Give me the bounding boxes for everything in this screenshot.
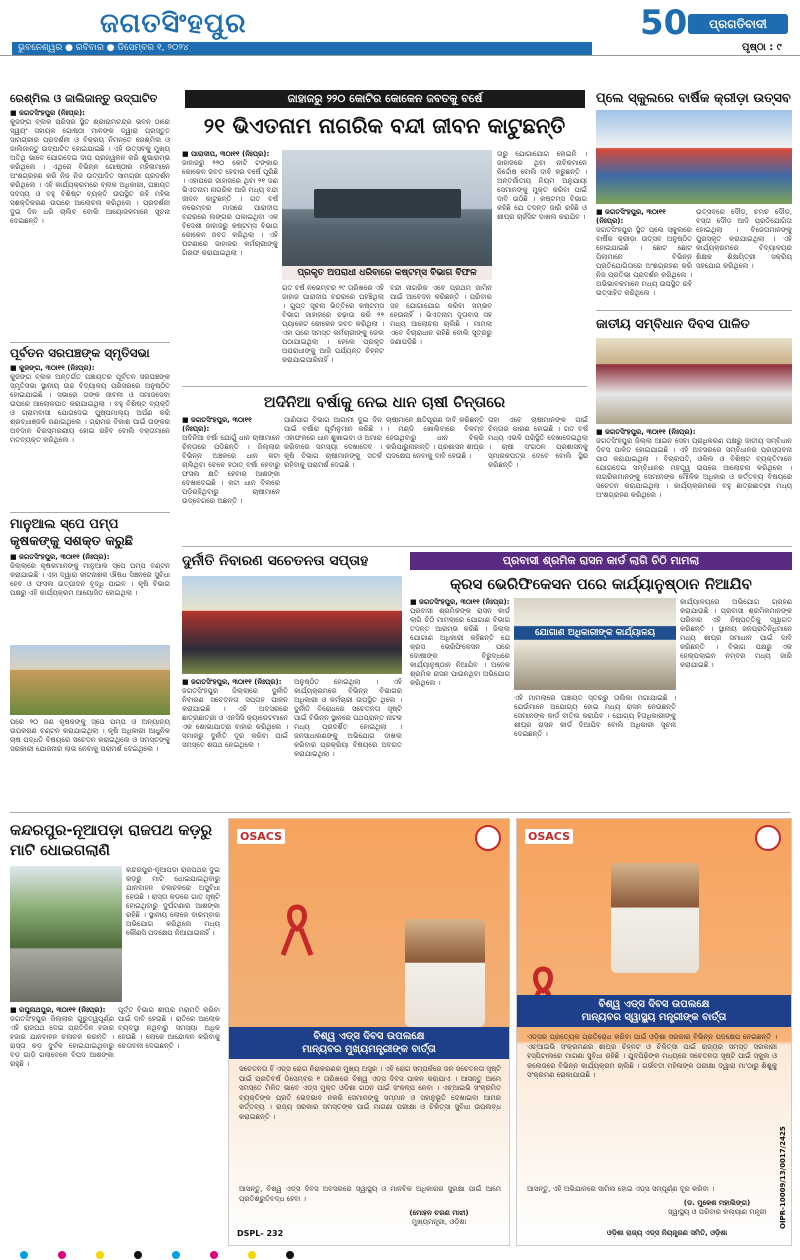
magenta-mark	[210, 1251, 218, 1259]
body-text: କୁଜଙ୍ଗ ବ୍ଲକ ପରିସର ସ୍ଥିତ ଶ୍ରୀରାମଚନ୍ଦ୍ର ଭବନ ଠାରେ ସ୍ୱୟଂ ସହାୟକ ଗୋଷ୍ଠୀ ମାନଙ୍କ ଦ୍ୱାରା ପ୍ରସ୍ତୁତ ସାମଗ୍ରୀର ପ୍ରଦର୍ଶନୀ ଓ ବିକ୍ରୟ ନିମନ୍ତେ ରେଶ୍ମିଲ ଓ ଜାଲିଜାନ୍ତୁ ଉଦ୍‌ଘାଟିତ ହୋଇଯାଇଛି । ଏହି ଉତ୍ସବକୁ ମୁଖ୍ୟ ଅତିଥି ଭାବେ ଯୋଗଦେଇ ଦୀପ ପ୍ରଜ୍ୱଳନ କରି ଶୁଭାରମ୍ଭ କରିଥିଲେ । ଏଥିରେ ବିଭିନ୍ନ ଗୋଷ୍ଠୀର ମହିଳାମାନେ ଅଂଶଗ୍ରହଣ କରି ନିଜ ନିଜ ଉତ୍ପାଦିତ ସାମଗ୍ରୀ ପ୍ରଦର୍ଶନ କରିଥିଲେ । ଏହି କାର୍ଯ୍ୟକ୍ରମରେ ବ୍ଲକ ଅଧିକାରୀ, ପଞ୍ଚାୟତ ସଦସ୍ୟ ଓ ବହୁ ବିଶିଷ୍ଟ ବ୍ୟକ୍ତି ଉପସ୍ଥିତ ରହି ମହିଳା ସଶକ୍ତିକରଣ ଉପରେ ଆଲୋଚନା କରିଥିଲେ । ପ୍ରଦର୍ଶନୀ ଦୁଇ ଦିନ ଧରି ଚାଲିବ ବୋଲି ଆୟୋଜକମାନେ ସୂଚନା ଦେଇଛନ୍ତି ।	[10, 118, 170, 225]
top-story-col-2: ଗତ ବର୍ଷ ନଭେମ୍ବର ୨୯ ତାରିଖରେ ଏହି ଜାହାଜ ପାରାଦୀପ ବନ୍ଦରରେ ପହଞ୍ଚିଥିଲା । ଗୁପ୍ତ ସୂଚନା ଭିତ୍ତିରେ କଷ୍ଟମ୍ସ ବିଭାଗ ଜାହାଜରେ ଚଢ଼ାଉ କରି ୨୨ ପ୍ୟାକେଟ କୋକେନ ଜବତ କରିଥିଲା । ଏହା ପରେ ସମସ୍ତ କର୍ମଚାରୀଙ୍କୁ ଜେଲ ପଠାଯାଇଥିଲା । ହେଲେ ପ୍ରକୃତ ଅପରାଧୀଙ୍କୁ ଆଜି ପର୍ଯ୍ୟନ୍ତ ଚିହ୍ନଟ କରାଯାଇପାରିନାହିଁ ।	[282, 284, 384, 364]
road-headline: କନ୍ଦରପୁର-ନୂଆପଡ଼ା ରାଜପଥ କଡ଼ରୁ ମାଟି ଧୋଇଗଲାଣି	[10, 821, 212, 859]
farmer-col-2: ପାଣିପାଗ ବିଭାଗ ଆଗାମୀ ଦୁଇ ଦିନ ପାଇଁ ବର୍ଷାର ପୂର୍ବାନୁମାନ କରିଛି । ଏହାଫଳରେ ଧାନ ଶୁଖାଇବା ଓ ଅମାର କରିବାରେ ସମସ୍ୟା ଦେଖାଦେବ । କୃଷି ବିଭାଗ ଚାଷୀମାନଙ୍କୁ ସତର୍କ ରହିବାକୁ ପରାମର୍ଶ ଦେଇଛି ।	[284, 416, 382, 469]
top-story-col-1	[182, 150, 278, 382]
cyan-mark	[172, 1251, 180, 1259]
osacs-logo: OSACS	[525, 829, 573, 844]
masthead	[0, 0, 800, 56]
body-text: ପ୍ରବାସୀ ଶ୍ରମିକଙ୍କ ରାସନ କାର୍ଡ ଲାଗି ଚିଠି ମାମଲାରେ ଯୋଗାଣ ବିଭାଗ ତଦନ୍ତ ଆରମ୍ଭ କରିଛି । ଜିଲ୍ଲା ଯୋଗାଣ ଅଧିକାରୀ କହିଛନ୍ତି ଯେ କ୍ରସ ଭେରିଫିକେସନ ପରେ ଦୋଷୀଙ୍କ ବିରୁଦ୍ଧରେ କାର୍ଯ୍ୟାନୁଷ୍ଠାନ ନିଆଯିବ । ଅନେକ ଶ୍ରମିକ ରାସନ ପାଉନଥିବା ଅଭିଯୋଗ କରିଥିଲେ ।	[410, 607, 510, 687]
red-ribbon-icon	[279, 903, 315, 957]
dateline: ■ ଜଗତସିଂହପୁର, ୩୦ା୧୧ (ନିଃପ୍ର):	[182, 678, 282, 686]
divider	[182, 546, 792, 547]
road-col-1	[10, 1006, 114, 1246]
body-text: ଜଗତସିଂହପୁର ଜିଲ୍ଲାରେ ଦୁର୍ନୀତି ନିବାରଣ ସଚେତନତା ସପ୍ତାହ ପାଳନ କରାଯାଇଛି । ଏହି ଅବସରରେ ଛାତ୍ରଛାତ୍ରୀ ଓ ଏନସିସି କ୍ୟାଡେଟମାନେ ଏକ ଶୋଭାଯାତ୍ରା ବାହାର କରିଥିଲେ । ସମାଜରୁ ଦୁର୍ନୀତି ଦୂର କରିବା ପାଇଁ ସମସ୍ତେ ଶପଥ ନେଇଥିଲେ ।	[182, 687, 288, 749]
cm-aids-day-ad	[228, 818, 510, 1246]
dateline: ■ ଜଗତସିଂହପୁର, ୩୦ା୧୧ (ନିଃପ୍ର):	[596, 208, 666, 225]
farmer-col-3: ଚାଷୀମାନେ କ୍ଷତିପୂରଣ ଦାବି କରିଛନ୍ତି । ମଣ୍ଡି ଖୋଲିବାରେ ବିଳମ୍ବ ହେଉଥିବାରୁ ଧାନ ବିକ୍ରି କରିପାରୁନାହାନ୍ତି । ପ୍ରଶାସନ ଶୀଘ୍ର ପଦକ୍ଷେପ ନେବାକୁ ଦାବି ହେଉଛି ।	[386, 416, 484, 460]
supply-office-photo	[514, 598, 676, 690]
signatory	[379, 1209, 499, 1227]
right-story-2-body	[596, 428, 792, 540]
road-photo	[10, 866, 122, 1002]
divider	[596, 310, 792, 311]
top-story-col-4: ତାରୁ ଯୋଗାଯୋଗ ହୋଇନି । ଜାହାଜରେ ଥିବା ନାବିକମାନେ ନିର୍ଦ୍ଦୋଷ ବୋଲି ଦାବି କରୁଛନ୍ତି । ଅନ୍ତର୍ଜାତୀୟ ନିୟମ ଅନୁଯାୟୀ ସେମାନଙ୍କୁ ମୁକ୍ତ କରିବା ପାଇଁ ଦାବି ଉଠିଛି । କଷ୍ଟମ୍ସ ବିଭାଗ କହିଛି ଯେ ତଦନ୍ତ ଜାରି ରହିଛି ଓ ଶୀଘ୍ର ଚାର୍ଜସିଟ ଦାଖଲ କରାଯିବ ।	[497, 150, 587, 221]
osacs-logo: OSACS	[237, 829, 285, 844]
right-story-1-col-1	[596, 208, 692, 306]
dateline: ■ ଜଗତସିଂହପୁର, ୩୦ା୧୧ (ନିଃପ୍ର):	[410, 598, 510, 606]
farmer-headline: ଅଦିନିଆ ବର୍ଷାକୁ ନେଇ ଧାନ ଚାଷୀ ଚିନ୍ତାରେ	[263, 393, 506, 411]
ship-photo	[282, 150, 492, 280]
photo-caption: ପ୍ରକୃତ ଅପରାଧୀ ଧରିବାରେ କଷ୍ଟମ୍ସ ବିଭାଗ ବିଫଳ	[282, 266, 492, 280]
farm-photo	[10, 645, 170, 715]
body-text: ଜଗତସିଂହପୁର ସ୍ଥିତ ପ୍ଲେ ସ୍କୁଲରେ ବାର୍ଷିକ କ୍ରୀଡ଼ା ଉତ୍ସବ ଅନୁଷ୍ଠିତ ହୋଇଯାଇଛି । ଛୋଟ ଛୋଟ ପିଲାମାନେ ବିଭିନ୍ନ ପ୍ରତିଯୋଗିତାରେ ଅଂଶଗ୍ରହଣ କରି ନିଜ ପ୍ରତିଭା ପ୍ରଦର୍ଶନ କରିଥିଲେ । ଅଭିଭାବକମାନେ ମଧ୍ୟ ଉପସ୍ଥିତ ରହି ଉତ୍ସାହିତ କରିଥିଲେ ।	[596, 226, 692, 297]
newspaper-logo: ପ୍ରଗତିବାଦୀ	[688, 14, 788, 34]
vigilance-col-2: ଅନୁଷ୍ଠିତ ହୋଇଥିଲା । ଏହି କାର୍ଯ୍ୟକ୍ରମରେ ବିଭିନ୍ନ ବିଭାଗର ଅଧିକାରୀ ଓ କର୍ମଚାରୀ ଉପସ୍ଥିତ ଥିଲେ । ଦୁର୍ନୀତି ବିରୋଧରେ ସଚେତନତା ସୃଷ୍ଟି ପାଇଁ ବିଭିନ୍ନ ସ୍ଥାନରେ ପଥପ୍ରାନ୍ତ ନାଟକ ମଧ୍ୟ ପ୍ରଦର୍ଶିତ ହୋଇଥିଲା । ଜନସାଧାରଣଙ୍କୁ ଅଭିଯୋଗ ଦାଖଲ କରିବାର ପ୍ରକ୍ରିୟା ବିଷୟରେ ଅବଗତ କରାଯାଇଥିଲା ।	[294, 678, 402, 758]
yellow-mark	[248, 1251, 256, 1259]
section-title: ଜଗତସିଂହପୁର	[100, 8, 247, 39]
ad-body: ସଚେତନତା ହିଁ ଏଡ୍‌ସ ରୋଗ ନିରାକରଣର ମୁଖ୍ୟ ଅସ୍ତ୍ର । ଏହି ରୋଗ ସମ୍ପର୍କରେ ଜନ ସଚେତନତା ସୃଷ୍ଟି ପାଇଁ ପ୍ରତିବର୍ଷ ଡିସେମ୍ବର ୧ ତାରିଖରେ ବିଶ୍ୱ ଏଡ୍‌ସ ଦିବସ ପାଳନ କରାଯାଏ । ଆସନ୍ତୁ ଆମେ ସମସ୍ତେ ମିଳିତ ଭାବେ ଏଡ୍‌ସ ମୁକ୍ତ ଓଡ଼ିଶା ଗଠନ ପାଇଁ ସଂକଳ୍ପ ନେବା । ଏଚ୍‌ଆଇଭି ସଂକ୍ରମିତ ବ୍ୟକ୍ତିଙ୍କ ପ୍ରତି ଭେଦଭାବ ନକରି ସେମାନଙ୍କୁ ସମ୍ମାନ ଓ ସହାନୁଭୂତି ଦେଖାଇବା ଆମର କର୍ତ୍ତବ୍ୟ । ରାଜ୍ୟ ସରକାର ସମସ୍ତଙ୍କ ପାଇଁ ମାଗଣା ପରୀକ୍ଷା ଓ ଚିକିତ୍ସା ସୁବିଧା ଉପଲବ୍ଧ କରାଇଛନ୍ତି ।	[239, 1065, 501, 1121]
farmer-col-1	[182, 416, 280, 540]
road-side-text: କନ୍ଦରପୁର-ନୂଆପଡ଼ା ରାଜପଥର ଦୁଇ କଡ଼ରୁ ମାଟି ଧୋଇଯାଇଥିବାରୁ ଯାନବାହନ ଚଳାଚଳରେ ଅସୁବିଧା ହେଉଛି । ରାସ୍ତା କଡ଼ରେ ଗାତ ସୃଷ୍ଟି ହୋଇଥିବାରୁ ଦୁର୍ଘଟଣାର ଆଶଙ୍କା ରହିଛି । ସ୍ଥାନୀୟ ଲୋକେ ବାରମ୍ବାର ଅଭିଯୋଗ କରିଥିଲେ ମଧ୍ୟ କୌଣସି ପଦକ୍ଷେପ ନିଆଯାଇନାହିଁ ।	[126, 866, 220, 937]
signatory	[657, 1199, 777, 1217]
dateline: ■ ଜଗତସିଂହପୁର, ୩୦ା୧୧ (ନିଃପ୍ର):	[182, 416, 252, 433]
top-story-col-3: ବନ୍ଦୀ ନାଗରିକ ଏବେ ପ୍ରଥମ ଜାମିନ ପାଇଁ ଆବେଦନ କରିଛନ୍ତି । ପରିବାର ସହ ଯୋଗାଯୋଗ କରିବା ସମ୍ଭବ ହେଉନାହିଁ । ଭିଏତନାମ ଦୂତାବାସ ସହ ମଧ୍ୟ ଆଲୋଚନା ଚାଲିଛି । ମାମଲା ଏବେ ବିଚାରାଧୀନ ରହିଛି ବୋଲି ସୂତ୍ରରୁ ଜଣାପଡ଼ିଛି ।	[390, 284, 492, 346]
left-story-3	[10, 516, 170, 806]
dateline: ■ କୁଜଙ୍ଗ, ୩୦ା୧୧ (ନିଃପ୍ର):	[10, 364, 95, 372]
dateline: ■ ରଘୁନାଥପୁର, ୩୦ା୧୧ (ନିଃପ୍ର):	[10, 1006, 106, 1014]
body-text: କୁଜଙ୍ଗ ବ୍ଲକ ଅନ୍ତର୍ଗତ ପଞ୍ଚାୟତର ପୂର୍ବତନ ସରପଞ୍ଚଙ୍କ ସ୍ମୃତିସଭା ସ୍ଥାନୀୟ ଉଚ୍ଚ ବିଦ୍ୟାଳୟ ପରିସରରେ ଅନୁଷ୍ଠିତ ହୋଇଯାଇଛି । ସଭାରେ ତାଙ୍କ ଜୀବନୀ ଓ ସମାଜସେବା ଉପରେ ଆଲୋକପାତ କରାଯାଇଥିଲା । ବହୁ ବିଶିଷ୍ଟ ବ୍ୟକ୍ତି ଓ ଗ୍ରାମବାସୀ ଯୋଗଦେଇ ପୁଷ୍ପମାଲ୍ୟ ଅର୍ପଣ କରି ଶ୍ରଦ୍ଧାଞ୍ଜଳି ଜଣାଇଥିଲେ । ଗ୍ରାମର ବିକାଶ ପାଇଁ ତାଙ୍କର ଅବଦାନ ଚିରସ୍ମରଣୀୟ ହୋଇ ରହିବ ବୋଲି ବକ୍ତାମାନେ ମତବ୍ୟକ୍ତ କରିଥିଲେ ।	[10, 373, 170, 444]
odisha-emblem-icon	[755, 825, 781, 851]
ad-code: DSPL- 232	[237, 1229, 284, 1238]
signatory-title: ମୁଖ୍ୟମନ୍ତ୍ରୀ, ଓଡ଼ିଶା	[411, 1218, 467, 1226]
body-text: ଜଗତସିଂହପୁର ଜିଲ୍ଲାର ଗୁରୁତ୍ୱପୂର୍ଣ୍ଣ ଏହି ରାଜପଥ ଦେଇ ପ୍ରତିଦିନ ହଜାର ହଜାର ଯାନବାହନ ଚଳାଚଳ କରନ୍ତି । ରାସ୍ତା କଡ଼ ଦୁର୍ବଳ ହୋଇଯାଇଥିବାରୁ ବଡ଼ ଗାଡ଼ି ଗଲାବେଳେ ବିପଦ ଆଶଙ୍କା ରହୁଛି ।	[10, 1015, 114, 1068]
dateline: ■ ଜଗତସିଂହପୁର (ନିଃପ୍ର):	[10, 109, 85, 117]
top-story-kicker: ଜାହାଜରୁ ୨୨୦ କୋଟିର କୋକେନ ଜବତକୁ ବର୍ଷେ	[185, 90, 585, 108]
health-minister-aids-day-ad	[516, 818, 792, 1246]
dateline: ■ ଜଗତସିଂହପୁର, ୩୦ା୧୧ (ନିଃପ୍ର):	[10, 553, 110, 561]
ration-col-2: ଏହି ମାମଲାରେ ପଞ୍ଚାୟତ ସ୍ତରରୁ ତାଲିକା ମଗାଯାଇଛି । ଯେଉଁମାନେ ଅଯୋଗ୍ୟ ହୋଇ ମଧ୍ୟ ରାସନ ନେଉଛନ୍ତି ସେମାନଙ୍କ କାର୍ଡ ବାତିଲ କରାଯିବ । ଯୋଗ୍ୟ ହିତାଧିକାରୀଙ୍କୁ ଶୀଘ୍ର ରାସନ କାର୍ଡ ଦିଆଯିବ ବୋଲି ଅଧିକାରୀ ସୂଚନା ଦେଇଛନ୍ତି ।	[514, 694, 676, 738]
ad-footer: ଓଡ଼ିଶା ରାଜ୍ୟ ଏଡ୍‌ସ ନିୟନ୍ତ୍ରଣ ସମିତି, ଓଡ଼ିଶା	[606, 1229, 728, 1237]
right-story-1-headline: ପ୍ଲେ ସ୍କୁଲରେ ବାର୍ଷିକ କ୍ରୀଡ଼ା ଉତ୍ସବ	[596, 91, 791, 106]
chief-minister-portrait	[405, 919, 485, 1027]
page-number: ପୃଷ୍ଠା : ୯	[742, 42, 782, 53]
anniversary-logo: 50	[640, 3, 688, 43]
left-story-2	[10, 346, 170, 510]
divider	[182, 386, 587, 387]
black-mark	[134, 1251, 142, 1259]
dateline: ■ ଜଗତସିଂହପୁର, ୩୦ା୧୧ (ନିଃପ୍ର):	[596, 428, 696, 436]
divider	[10, 512, 170, 513]
headline: ରେଶ୍ମିଲ ଓ ଜାଲିଜାନ୍ତୁ ଉଦ୍‌ଘାଟିତ	[10, 92, 158, 105]
farmer-col-4: ତାହା ଏବେ ଚାଷୀମାନଙ୍କ ପାଇଁ ଚିନ୍ତାର କାରଣ ହୋଇଛି । ଗତ ବର୍ଷ ମଧ୍ୟ ଏଭଳି ପରିସ୍ଥିତି ଦେଖାଦେଇଥିଲା । ଚାଷୀ ସଂଗଠନ ପ୍ରଶାସନକୁ ସ୍ମାରକପତ୍ର ଦେବେ ବୋଲି ସ୍ଥିର କରିଛନ୍ତି ।	[488, 416, 588, 469]
divider	[10, 812, 790, 813]
body-text: ଜଗତସିଂହପୁର ଜିଲ୍ଲା ଆଇନ ସେବା ପ୍ରାଧିକରଣ ପକ୍ଷରୁ ଜାତୀୟ ସମ୍ବିଧାନ ଦିବସ ପାଳିତ ହୋଇଯାଇଛି । ଏହି ଅବସରରେ ସମ୍ବିଧାନର ପ୍ରସ୍ତାବନା ପାଠ କରାଯାଇଥିଲା । ବିଚାରପତି, ଓକିଲ ଓ ବିଶିଷ୍ଟ ବ୍ୟକ୍ତିମାନେ ଯୋଗଦେଇ ସମ୍ବିଧାନର ମହତ୍ତ୍ୱ ଉପରେ ଆଲୋଚନା କରିଥିଲେ । ନାଗରିକମାନଙ୍କୁ ସେମାନଙ୍କ ମୌଳିକ ଅଧିକାର ଓ କର୍ତ୍ତବ୍ୟ ବିଷୟରେ ସଚେତନ କରାଯାଇଥିଲା । କାର୍ଯ୍ୟକ୍ରମରେ ବହୁ ଛାତ୍ରଛାତ୍ରୀ ମଧ୍ୟ ଅଂଶଗ୍ରହଣ କରିଥିଲେ ।	[596, 437, 792, 499]
ad-code: OIPR-10009/13/0017/2425	[779, 1126, 787, 1229]
office-sign: ଯୋଗାଣ ଅଧିକାରୀଙ୍କ କାର୍ଯ୍ୟାଳୟ	[534, 628, 656, 638]
ad-body-2: ଆସନ୍ତୁ, ଏହି ଅଭିଯାନରେ ସାମିଲ ହୋଇ ଏଡ୍‌ସ ସମ୍ପୂର୍ଣ୍ଣ ଦୂର କରିବା ।	[527, 1185, 715, 1193]
right-story-2-headline: ଜାତୀୟ ସମ୍ବିଧାନ ଦିବସ ପାଳିତ	[596, 317, 750, 332]
dateline: ■ ପାରାଦୀପ, ୩୦ା୧୧ (ନିଃପ୍ର):	[182, 150, 270, 158]
magenta-mark	[58, 1251, 66, 1259]
ration-headline: କ୍ରସ ଭେରିଫିକେସନ ପରେ କାର୍ଯ୍ୟାନୁଷ୍ଠାନ ନିଆଯିବ	[450, 575, 752, 593]
ration-col-1	[410, 598, 510, 808]
constitution-day-photo	[596, 338, 792, 424]
date-line: ଭୁବନେଶ୍ୱର ● ରବିବାର ● ଡିସେମ୍ବର ୧, ୨୦୨୪	[12, 42, 592, 55]
headline: ମାନୁଆଲ ସ୍ପେ ପମ୍ପ କୃଷକଙ୍କୁ ସଶକ୍ତ କରୁଛି	[10, 517, 133, 549]
cyan-mark	[20, 1251, 28, 1259]
ration-col-3: କାର୍ଯ୍ୟାଳୟରେ ଅଭିଯୋଗ ଗ୍ରହଣ କରାଯାଉଛି । ପ୍ରବାସୀ ଶ୍ରମିକମାନଙ୍କ ପରିବାର ଏହି ନିଷ୍ପତ୍ତିକୁ ସ୍ୱାଗତ କରିଛନ୍ତି । ସ୍ଥାନୀୟ ଜନପ୍ରତିନିଧିମାନେ ମଧ୍ୟ ଶୀଘ୍ର ସମାଧାନ ପାଇଁ ଦାବି କରିଛନ୍ତି । ବିଭାଗ ପକ୍ଷରୁ ଏକ ହେଲ୍ପଲାଇନ ନମ୍ବର ମଧ୍ୟ ଜାରି କରାଯାଇଛି ।	[680, 598, 792, 669]
health-minister-portrait	[611, 863, 699, 973]
body-text: ଜିଲ୍ଲାରେ କୃଷକମାନଙ୍କୁ ମାନୁଆଲ ସ୍ପେ ପମ୍ପ ବଣ୍ଟନ କରାଯାଇଛି । ଏହା ଦ୍ୱାରା କୀଟନାଶକ ଔଷଧ ସିଞ୍ଚନରେ ସୁବିଧା ହେବ ଓ ଫସଲ ଉତ୍ପାଦନ ବୃଦ୍ଧି ପାଇବ । କୃଷି ବିଭାଗ ପକ୍ଷରୁ ଏହି କାର୍ଯ୍ୟକ୍ରମ ଆୟୋଜିତ ହୋଇଥିଲା ।	[10, 562, 170, 597]
signatory-title: ସ୍ୱାସ୍ଥ୍ୟ ଓ ପରିବାର କଲ୍ୟାଣ ମନ୍ତ୍ରୀ	[667, 1208, 767, 1216]
ad-body-2: ଆସନ୍ତୁ, ବିଶ୍ୱ ଏଡ୍‌ସ ଦିବସ ଅବସରରେ ସ୍ୱାସ୍ଥ୍ୟ ଓ ମାନବିକ ଅଧିକାରର ସୁରକ୍ଷା ପାଇଁ ଆମେ ପ୍ରତିଶ୍ରୁତିବଦ୍ଧ ହେବା ।	[239, 1185, 501, 1203]
ad-message-band	[517, 995, 791, 1027]
body-text: ଅଦିନିଆ ବର୍ଷା ଯୋଗୁଁ ଧାନ ଚାଷୀମାନେ ଚିନ୍ତାରେ ପଡ଼ିଛନ୍ତି । ଜିଲ୍ଲାର ବିଭିନ୍ନ ଅଞ୍ଚଳରେ ଧାନ କଟା ଚାଲିଥିବା ବେଳେ ହଠାତ୍ ବର୍ଷା ହେବାରୁ ଫସଲ କ୍ଷତି ହେବାର ଆଶଙ୍କା ଦେଖାଦେଇଛି । କଟା ଧାନ ବିଲରେ ପଡ଼ିରହିଥିବାରୁ ଚାଷୀମାନେ ଉଦ୍‌ବେଗରେ ଅଛନ୍ତି ।	[182, 434, 280, 505]
odisha-emblem-icon	[475, 825, 501, 851]
ad-body: ଏଡ୍‌ସର ପ୍ରତ୍ୟେକ ପ୍ରତିରୋଧ କରିବା ପାଇଁ ଓଡ଼ିଶା ସରକାର ବିଭିନ୍ନ ପଦକ୍ଷେପ ନେଇଛନ୍ତି । ଏଚ୍‌ଆଇଭି ସଂକ୍ରମଣର ଶୀଘ୍ର ଚିହ୍ନଟ ଓ ଚିକିତ୍ସା ପାଇଁ ରାଜ୍ୟର ସମସ୍ତ ସରକାରୀ ହସ୍ପିଟାଲରେ ମାଗଣା ସୁବିଧା ରହିଛି । ଯୁବପିଢ଼ିଙ୍କ ମଧ୍ୟରେ ସଚେତନତା ସୃଷ୍ଟି ପାଇଁ ସ୍କୁଲ ଓ କଲେଜରେ ବିଭିନ୍ନ କାର୍ଯ୍ୟକ୍ରମ ଚାଲିଛି । ଗର୍ଭବତୀ ମହିଳାଙ୍କ ପରୀକ୍ଷା ଦ୍ୱାରା ମା'ଠାରୁ ଶିଶୁକୁ ସଂକ୍ରମଣ ରୋକାଯାଉଛି ।	[527, 1033, 777, 1079]
road-col-2: ପୂର୍ତ୍ତ ବିଭାଗ ଶୀଘ୍ର ମରାମତି କରିବା ପାଇଁ ଦାବି ହେଉଛି । ରାତିରେ ଆଲୋକ ବ୍ୟବସ୍ଥା ନଥିବାରୁ ସମସ୍ୟା ଅଧିକ ହେଉଛି । ଲୋକେ ଆନ୍ଦୋଳନ କରିବାକୁ ଚେତାବନୀ ଦେଇଛନ୍ତି ।	[118, 1006, 220, 1050]
rally-photo	[182, 576, 402, 674]
right-story-1-col-2: ଉତ୍ସବରେ ଦୌଡ଼, ଚମଚ ଦୌଡ଼, ବସ୍ତା ଦୌଡ଼ ଆଦି ପ୍ରତିଯୋଗିତା ହୋଇଥିଲା । ବିଜେତାମାନଙ୍କୁ ପୁରସ୍କୃତ କରାଯାଇଥିଲା । ଏହି କାର୍ଯ୍ୟକ୍ରମରେ ବିଦ୍ୟାଳୟର ଶିକ୍ଷକ ଶିକ୍ଷୟିତ୍ରୀ ସକ୍ରିୟ ସହଯୋଗ କରିଥିଲେ ।	[696, 208, 792, 270]
signatory-name: (ଡ. ମୁକେଶ ମହାଲିଙ୍ଗ)	[683, 1199, 751, 1207]
body-text: ଜାହାଜରୁ ୨୨୦ କୋଟି ଟଙ୍କାର କୋକେନ ଜବତ ହେବାର ବର୍ଷେ ପୂରିଛି । ଏହାପରେ ଜାହାଜରେ ଥିବା ୨୧ ଜଣ ଭିଏତନାମ ନାଗରିକ ଆଜି ମଧ୍ୟ ବନ୍ଦୀ ଜୀବନ କାଟୁଛନ୍ତି । ଗତ ବର୍ଷ ନଭେମ୍ବର ମାସରେ ପାରାଦୀପ ବନ୍ଦରରେ ଲଙ୍ଗର ପକାଇଥିବା ଏକ ବିଦେଶୀ ଜାହାଜରୁ କଷ୍ଟମ୍ସ ବିଭାଗ କୋକେନ ଜବତ କରିଥିଲା । ଏହି ଘଟଣାରେ ଜାହାଜର କର୍ମଚାରୀଙ୍କୁ ଗିରଫ କରାଯାଇଥିଲା ।	[182, 159, 278, 257]
print-registration-marks	[0, 1250, 800, 1260]
divider	[10, 342, 170, 343]
band-text: ବିଶ୍ୱ ଏଡ୍‌ସ ଦିବସ ଉପଲକ୍ଷେ ମାନ୍ୟବର ସ୍ୱାସ୍ଥ୍ୟ ମନ୍ତ୍ରୀଙ୍କ ବାର୍ତ୍ତା	[581, 999, 727, 1023]
headline: ପୂର୍ବତନ ସରପଞ୍ଚଙ୍କ ସ୍ମୃତିସଭା	[10, 346, 150, 360]
sports-photo	[596, 110, 792, 204]
left-story-1	[10, 92, 170, 340]
band-text: ବିଶ୍ୱ ଏଡ୍‌ସ ଦିବସ ଉପଲକ୍ଷେ ମାନ୍ୟବର ମୁଖ୍ୟମନ୍ତ୍ରୀଙ୍କ ବାର୍ତ୍ତା	[302, 1031, 436, 1055]
top-story-headline: ୨୧ ଭିଏତନାମ ନାଗରିକ ବନ୍ଦୀ ଜୀବନ କାଟୁଛନ୍ତି	[203, 114, 566, 138]
ad-message-band	[229, 1027, 509, 1059]
vigilance-headline: ଦୁର୍ନୀତି ନିବାରଣ ସଚେତନତା ସପ୍ତାହ	[182, 553, 369, 569]
signatory-name: (ମୋହନ ଚରଣ ମାଝୀ)	[409, 1209, 469, 1217]
black-mark	[286, 1251, 294, 1259]
vigilance-col-1	[182, 678, 288, 808]
body-text-2: ପରେ ୨୦ ଜଣ କୃଷକଙ୍କୁ ସ୍ପେ ପମ୍ପ ଓ ଅନ୍ୟାନ୍ୟ ଉପକରଣ ବଣ୍ଟନ କରାଯାଇଥିଲା । କୃଷି ଅଧିକାରୀ ଆଧୁନିକ ଚାଷ ପଦ୍ଧତି ବିଷୟରେ ସଚେତନ କରାଇଥିଲେ ଓ ସମସ୍ତଙ୍କୁ ସରକାରୀ ଯୋଜନାର ଲାଭ ନେବାକୁ ପରାମର୍ଶ ଦେଇଥିଲେ ।	[10, 718, 170, 753]
ration-kicker: ପ୍ରବାସୀ ଶ୍ରମିକ ରାସନ କାର୍ଡ ଲାଗି ଚିଠି ମାମଲା	[410, 552, 792, 570]
yellow-mark	[96, 1251, 104, 1259]
